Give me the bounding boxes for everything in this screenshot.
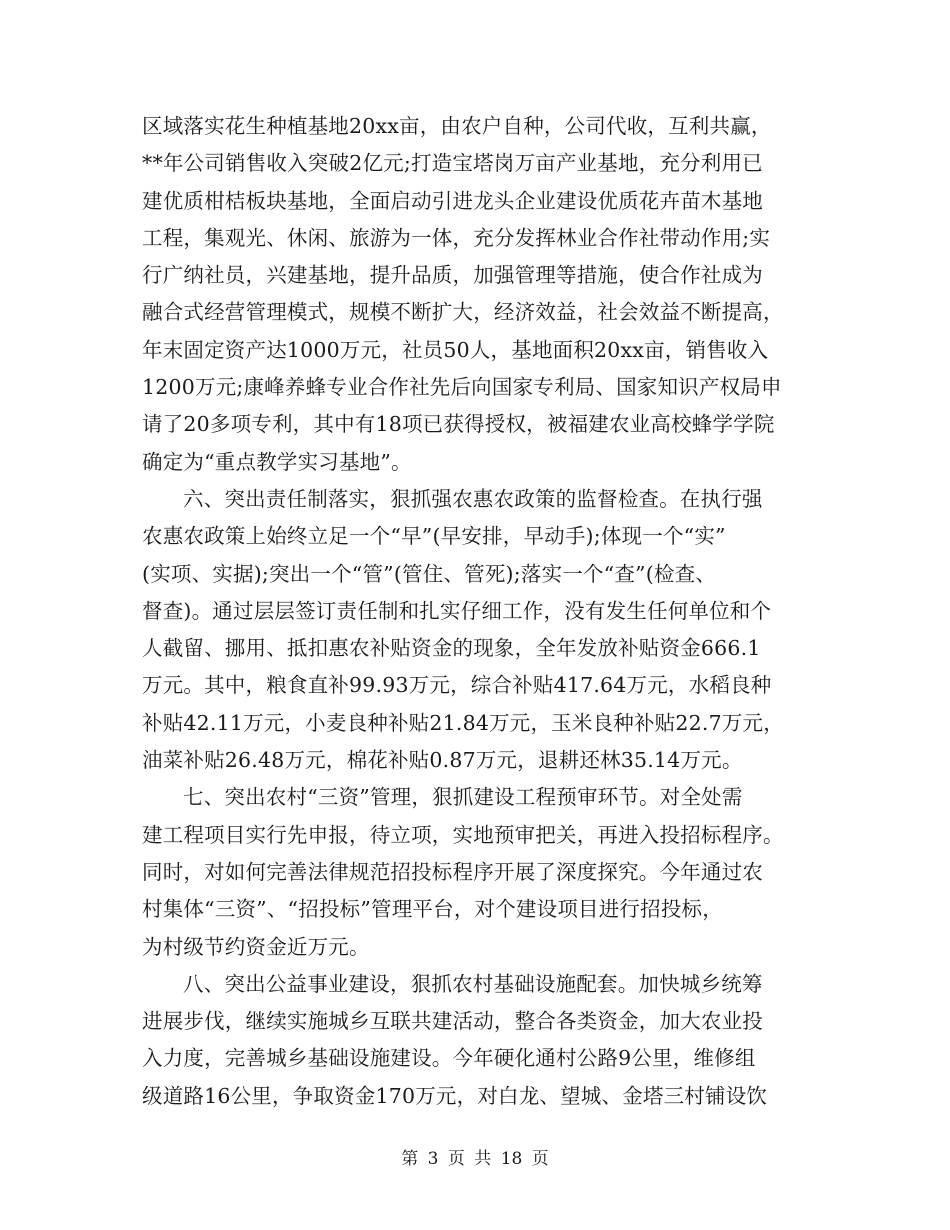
text-line: 区域落实花生种植基地20xx亩，由农户自种，公司代收，互利共赢， <box>142 114 772 138</box>
paragraph-first-line: 七、突出农村“三资”管理，狠抓建设工程预审环节。对全处需 <box>183 785 743 810</box>
text-line: 入力度，完善城乡基础设施建设。今年硬化通村公路9公里，维修组 <box>142 1046 756 1071</box>
text-line: **年公司销售收入突破2亿元;打造宝塔岗万亩产业基地，充分利用已 <box>142 151 763 176</box>
text-line: 督查)。通过层层签订责任制和扎实仔细工作，没有发生任何单位和个 <box>142 598 772 623</box>
text-line: 请了20多项专利，其中有18项已获得授权，被福建农业高校蜂学学院 <box>142 412 775 437</box>
paragraph-first-line: 六、突出责任制落实，狠抓强农惠农政策的监督检查。在执行强 <box>183 486 763 511</box>
text-line: 建优质柑桔板块基地，全面启动引进龙头企业建设优质花卉苗木基地 <box>142 188 763 213</box>
text-line: 进展步伐，继续实施城乡互联共建活动，整合各类资金，加大农业投 <box>142 1009 763 1034</box>
text-line: 工程，集观光、休闲、旅游为一体，充分发挥林业合作社带动作用;实 <box>142 225 771 250</box>
text-line: 农惠农政策上始终立足一个“早”(早安排，早动手);体现一个“实” <box>142 524 726 549</box>
text-line: 1200万元;康峰养蜂专业合作社先后向国家专利局、国家知识产权局申 <box>142 375 782 400</box>
text-line: 年末固定资产达1000万元，社员50人，基地面积20xx亩，销售收入 <box>142 337 769 362</box>
text-line: 人截留、挪用、抵扣惠农补贴资金的现象，全年发放补贴资金666.1 <box>142 636 761 661</box>
text-line: 级道路16公里，争取资金170万元，对白龙、望城、金塔三村铺设饮 <box>142 1083 768 1108</box>
text-line: 补贴42.11万元，小麦良种补贴21.84万元，玉米良种补贴22.7万元， <box>142 710 784 735</box>
page-footer: 第 3 页 共 18 页 <box>401 1149 549 1169</box>
paragraph-first-line: 八、突出公益事业建设，狠抓农村基础设施配套。加快城乡统筹 <box>183 971 763 996</box>
text-line: 建工程项目实行先申报，待立项，实地预审把关，再进入投招标程序。 <box>142 822 784 847</box>
text-line: 万元。其中，粮食直补99.93万元，综合补贴417.64万元，水稻良种 <box>142 673 772 698</box>
text-line: (实项、实据);突出一个“管”(管住、管死);落实一个“查”(检查、 <box>142 561 717 586</box>
text-line: 融合式经营管理模式，规模不断扩大，经济效益，社会效益不断提高， <box>142 300 784 325</box>
text-line: 行广纳社员，兴建基地，提升品质，加强管理等措施，使合作社成为 <box>142 263 763 288</box>
document-body <box>142 108 812 1115</box>
text-line: 同时，对如何完善法律规范招投标程序开展了深度探究。今年通过农 <box>142 859 763 884</box>
text-line: 村集体“三资”、“招投标”管理平台，对个建设项目进行招投标， <box>142 897 723 922</box>
text-line: 确定为“重点教学实习基地”。 <box>142 449 412 474</box>
text-line: 油菜补贴26.48万元，棉花补贴0.87万元，退耕还林35.14万元。 <box>142 748 743 773</box>
text-line: 为村级节约资金近万元。 <box>142 934 370 959</box>
